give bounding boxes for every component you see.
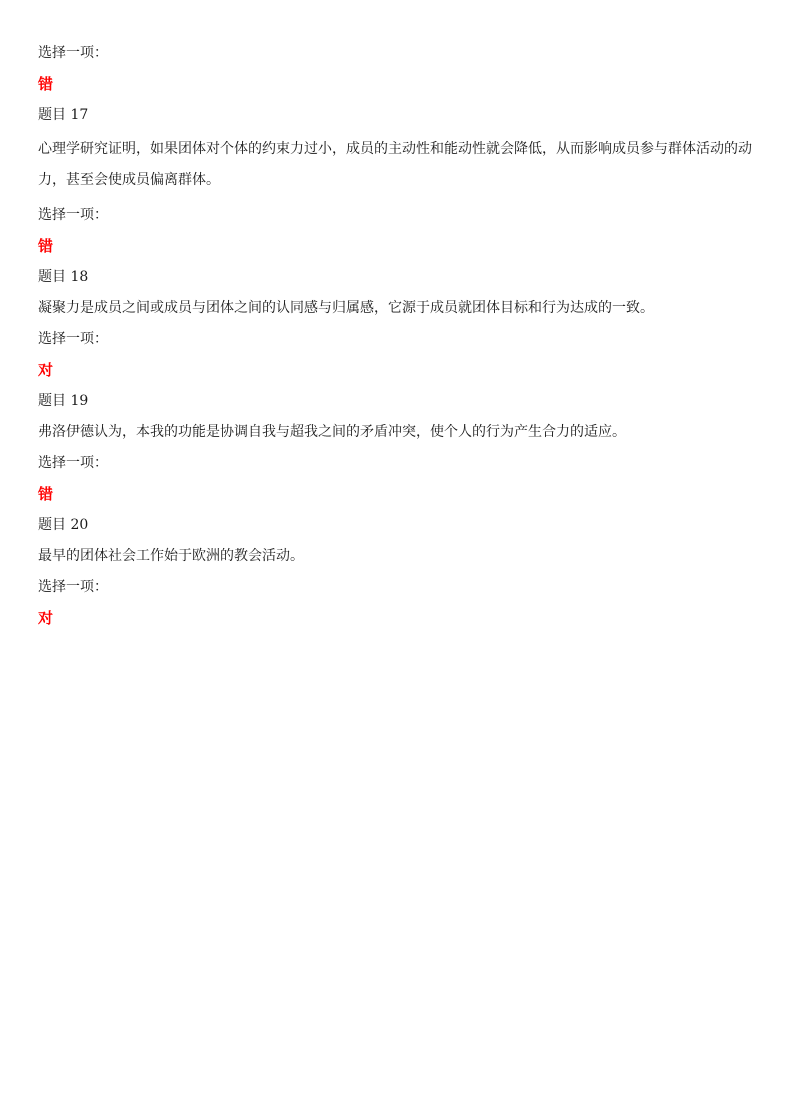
document-page [38, 41, 760, 637]
question-text: 凝聚力是成员之间或成员与团体之间的认同感与归属感，它源于成员就团体目标和行为达成的一致。 [38, 300, 654, 316]
question-text: 弗洛伊德认为，本我的功能是协调自我与超我之间的矛盾冲突，使个人的行为产生合力的适应。 [38, 424, 626, 440]
answer-mark: 对 [38, 361, 54, 379]
question-text: 最早的团体社会工作始于欧洲的教会活动。 [38, 548, 304, 564]
choose-one-label: 选择一项： [38, 579, 108, 595]
question-text: 心理学研究证明，如果团体对个体的约束力过小，成员的主动性和能动性就会降低，从而影响成员参与群体活动的动力，甚至会使成员偏离群体。 [38, 141, 752, 188]
question-title: 题目 19 [38, 393, 89, 409]
question-title: 题目 20 [38, 517, 89, 533]
choose-one-label: 选择一项： [38, 455, 108, 471]
question-title: 题目 18 [38, 269, 89, 285]
answer-mark: 对 [38, 609, 54, 627]
answer-mark: 错 [38, 75, 54, 93]
choose-one-label: 选择一项： [38, 45, 108, 61]
answer-mark: 错 [38, 237, 54, 255]
choose-one-label: 选择一项： [38, 331, 108, 347]
choose-one-label: 选择一项： [38, 207, 108, 223]
answer-mark: 错 [38, 485, 54, 503]
question-title: 题目 17 [38, 107, 89, 123]
